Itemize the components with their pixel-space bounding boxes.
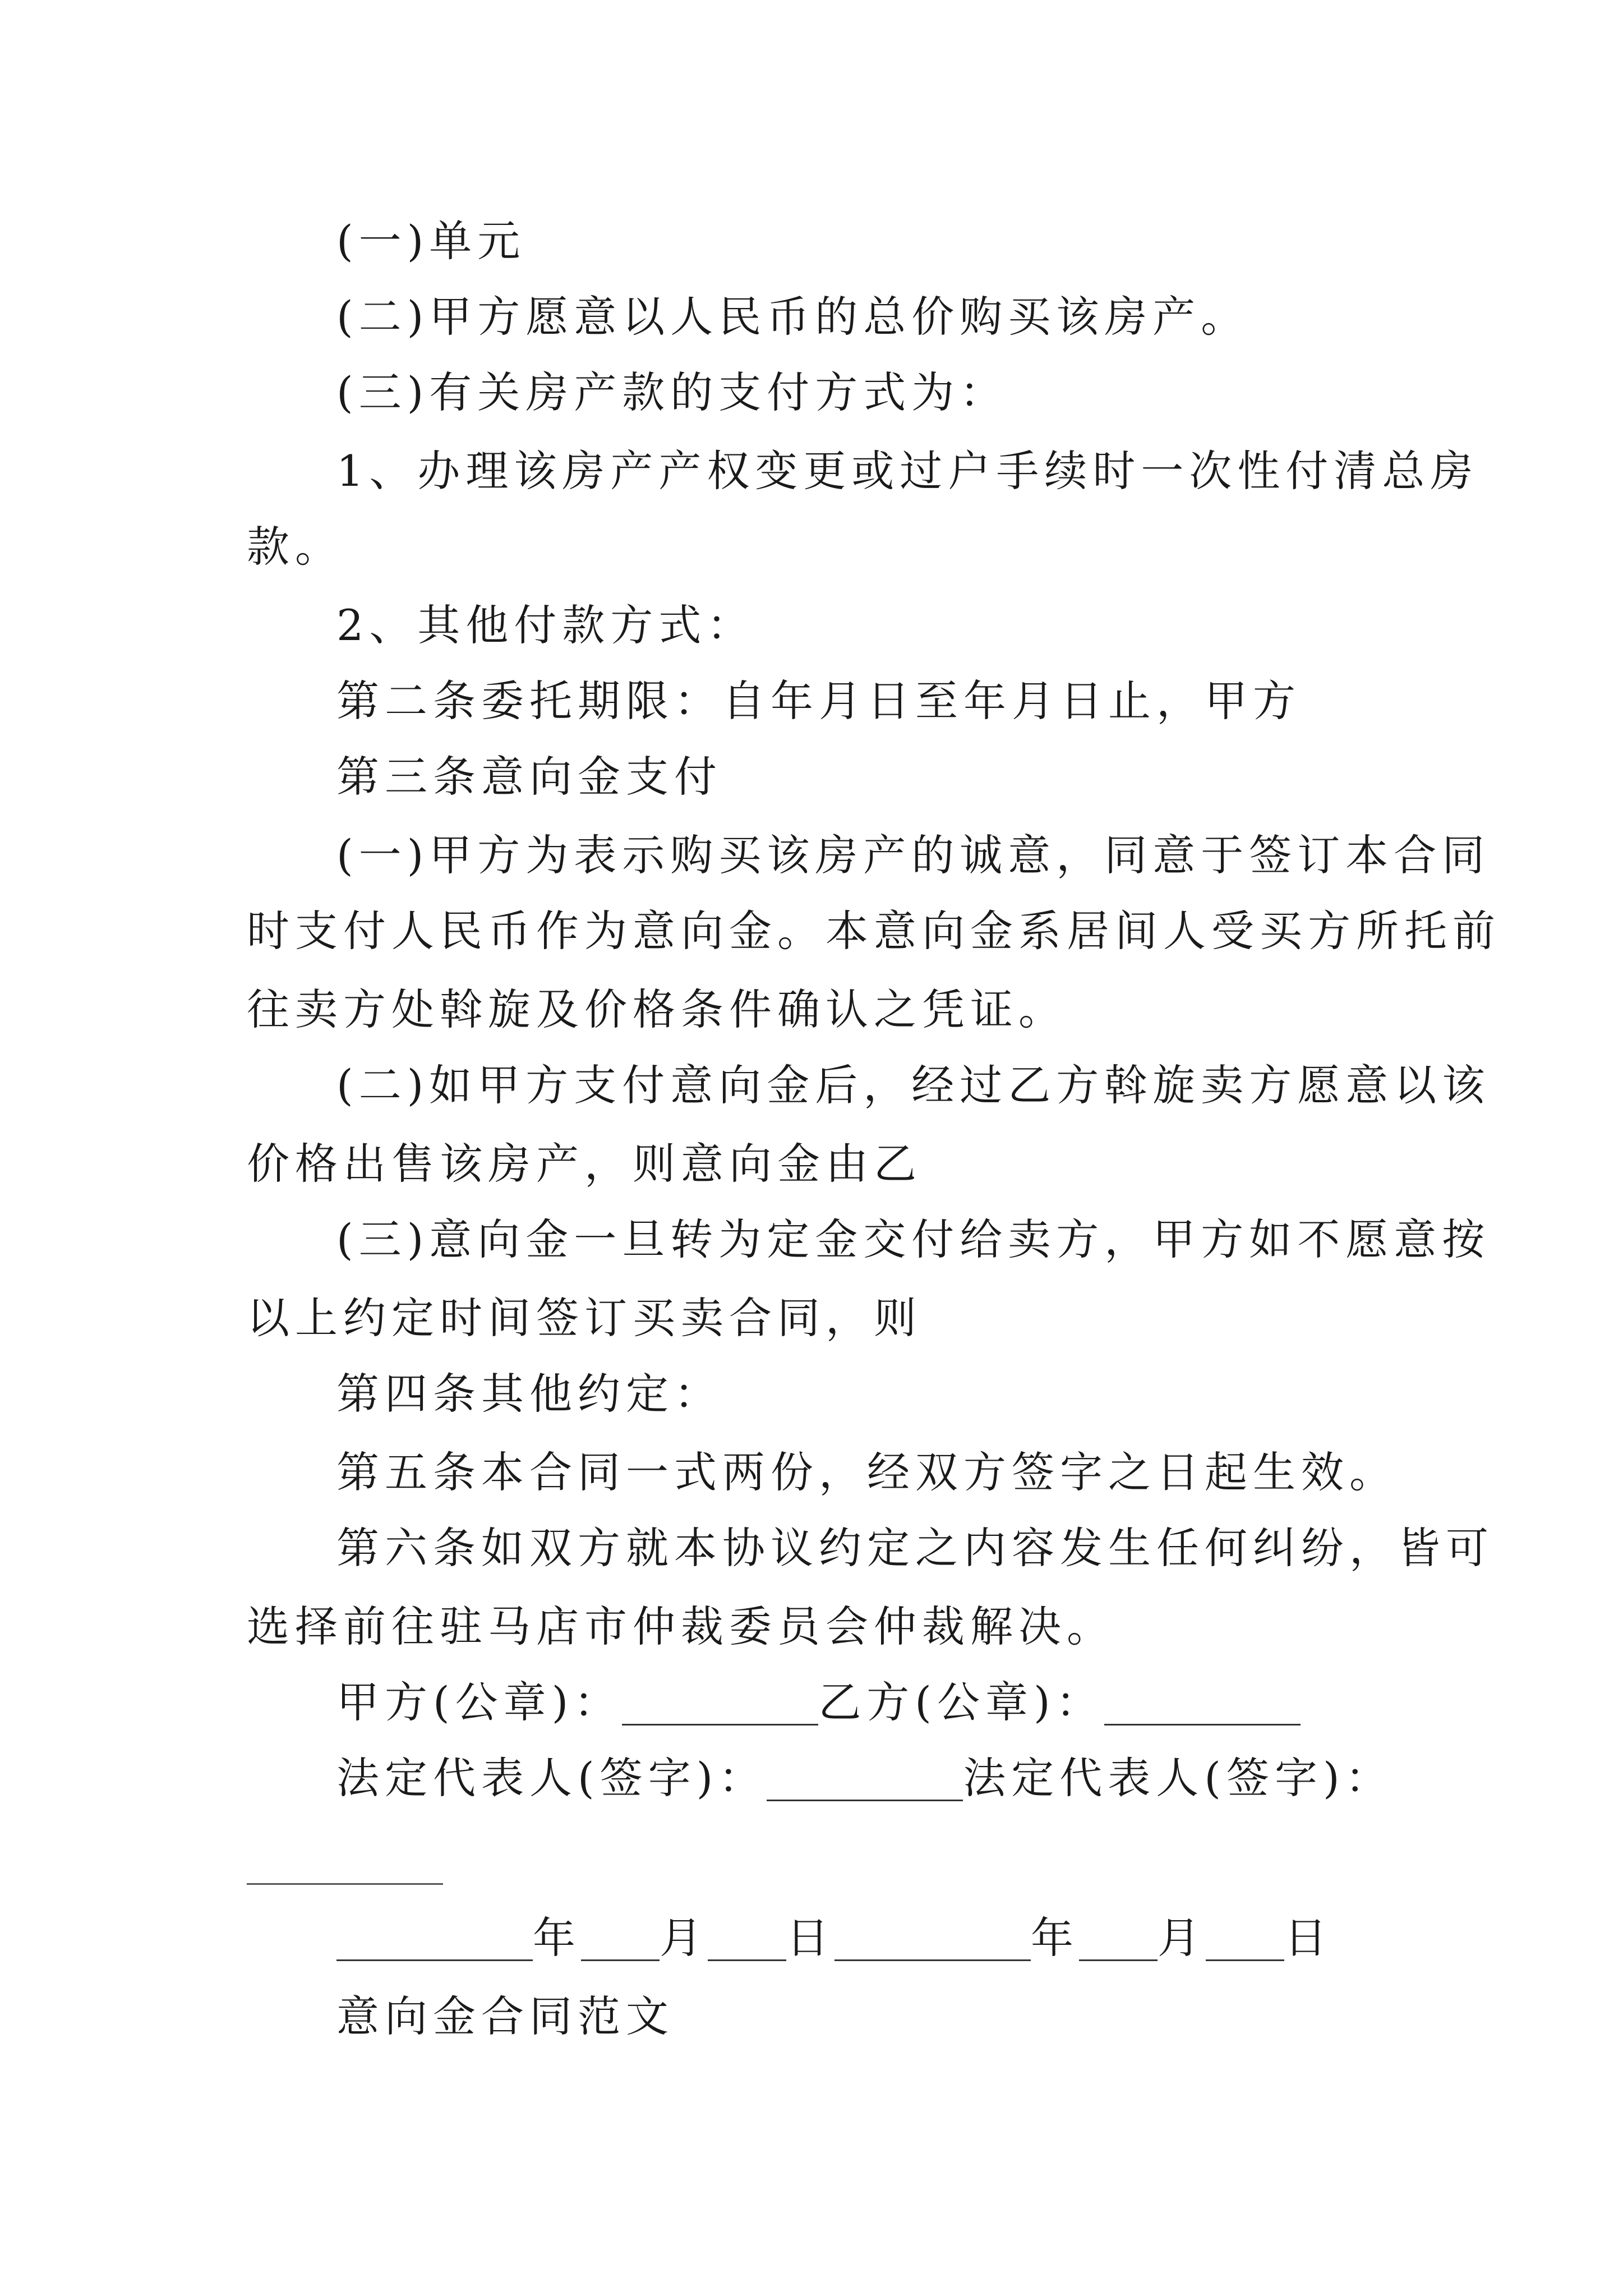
month-a-label: 月 <box>660 1913 708 1963</box>
rep-a-label: 法定代表人(签字)： <box>336 1753 767 1803</box>
text-line: 第六条如双方就本协议约定之内容发生任何纠纷，皆可 <box>336 1523 1494 1573</box>
text-line: 时支付人民币作为意向金。本意向金系居间人受买方所托前 <box>247 906 1501 956</box>
text-line: (三)意向金一旦转为定金交付给卖方，甲方如不愿意按 <box>336 1214 1491 1264</box>
day-a-blank <box>708 1907 786 1969</box>
month-b-blank <box>1079 1907 1158 1969</box>
party-a-seal-label: 甲方(公章)： <box>336 1677 623 1727</box>
rep-b-blank <box>247 1883 443 1885</box>
footer-title: 意向金合同范文 <box>336 1991 674 2041</box>
year-b-blank <box>834 1907 1031 1969</box>
text-line: 第二条委托期限：自年月日至年月日止，甲方 <box>336 676 1301 726</box>
day-b-blank <box>1206 1907 1284 1969</box>
date-line <box>336 1907 1332 1969</box>
text-line: 价格出售该房产，则意向金由乙 <box>247 1139 922 1189</box>
text-line: (二)甲方愿意以人民币的总价购买该房产。 <box>336 292 1249 342</box>
party-b-seal-blank <box>1104 1672 1301 1733</box>
text-line: 往卖方处斡旋及价格条件确认之凭证。 <box>247 984 1067 1034</box>
section-heading: 第三条意向金支付 <box>336 752 722 802</box>
month-b-label: 月 <box>1158 1913 1206 1963</box>
party-b-seal-label: 乙方(公章)： <box>818 1677 1104 1727</box>
section-heading: 第四条其他约定： <box>336 1369 722 1419</box>
text-line: (三)有关房产款的支付方式为： <box>336 367 1008 417</box>
text-line: (二)如甲方支付意向金后，经过乙方斡旋卖方愿意以该 <box>336 1060 1491 1110</box>
rep-a-blank <box>767 1747 963 1809</box>
text-line: 2、其他付款方式： <box>336 600 755 650</box>
year-a-label: 年 <box>533 1913 581 1963</box>
seal-line <box>336 1672 1301 1733</box>
day-a-label: 日 <box>786 1913 834 1963</box>
text-line: (一)单元 <box>336 216 526 266</box>
text-line: (一)甲方为表示购买该房产的诚意，同意于签订本合同 <box>336 830 1491 880</box>
year-b-label: 年 <box>1031 1913 1079 1963</box>
text-line: 以上约定时间签订买卖合同，则 <box>247 1293 922 1343</box>
party-a-seal-blank <box>622 1672 818 1733</box>
representative-line <box>336 1747 1394 1809</box>
text-line: 选择前往驻马店市仲裁委员会仲裁解决。 <box>247 1602 1115 1651</box>
text-line: 第五条本合同一式两份，经双方签字之日起生效。 <box>336 1447 1398 1497</box>
month-a-blank <box>581 1907 660 1969</box>
text-line: 1、办理该房产产权变更或过户手续时一次性付清总房 <box>336 446 1479 496</box>
year-a-blank <box>336 1907 533 1969</box>
day-b-label: 日 <box>1284 1913 1332 1963</box>
text-line: 款。 <box>247 522 343 572</box>
rep-b-label: 法定代表人(签字)： <box>963 1753 1394 1803</box>
